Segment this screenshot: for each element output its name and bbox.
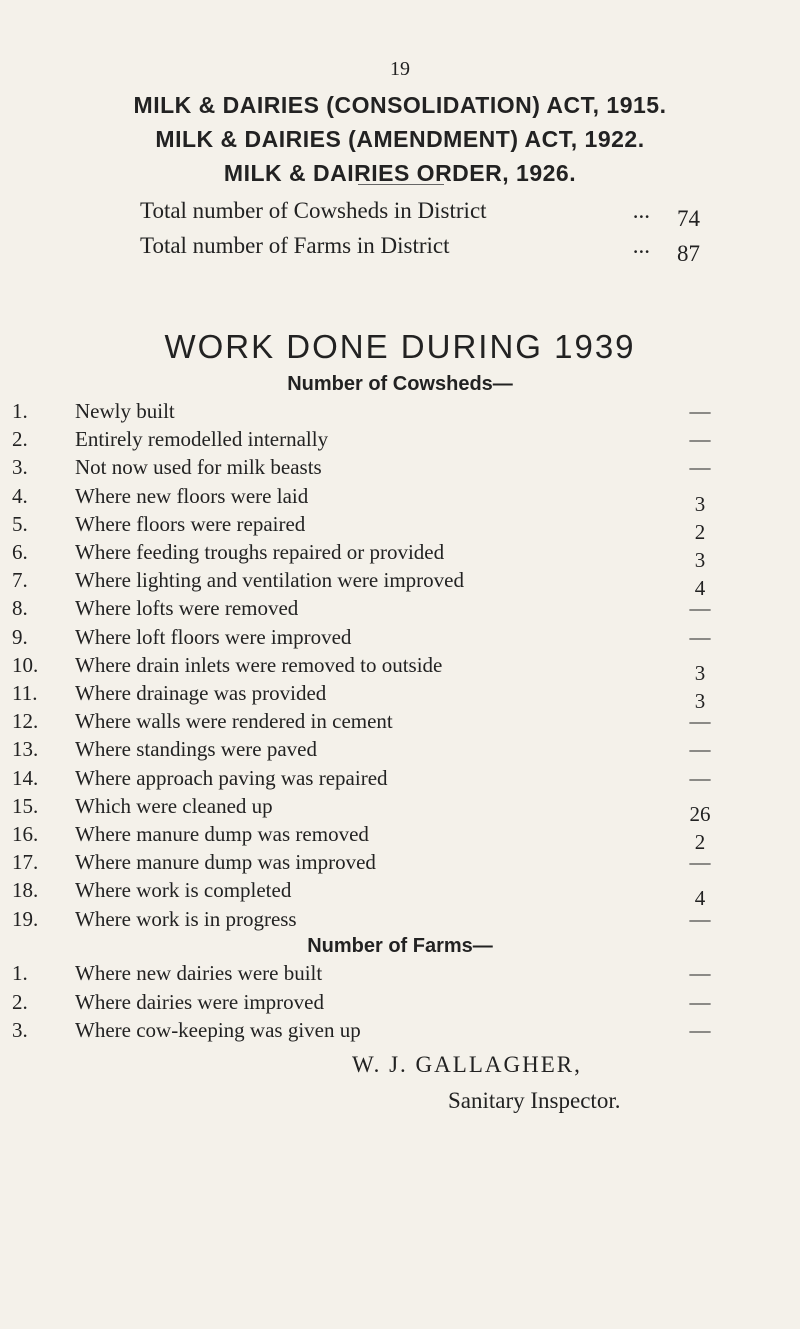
item-number: 14. (12, 765, 39, 790)
list-item (0, 907, 800, 935)
total-cowsheds-label: Total number of Cowsheds in District (140, 198, 487, 223)
total-farms-dots: ... (632, 233, 650, 258)
list-item (0, 850, 800, 878)
list-item (0, 427, 800, 455)
signature-name: W. J. GALLAGHER, (352, 1052, 582, 1077)
item-label: Where feeding troughs repaired or provided (75, 540, 445, 564)
item-value: — (689, 624, 711, 649)
item-value: 3 (694, 660, 706, 685)
item-number: 6. (12, 540, 28, 564)
item-value: 4 (694, 576, 706, 601)
item-label: Where dairies were improved (75, 989, 324, 1014)
item-label: Where cow-keeping was given up (75, 1018, 361, 1042)
item-label: Where new floors were laid (75, 483, 309, 508)
item-number: 2. (12, 427, 28, 452)
item-number: 17. (12, 850, 39, 875)
item-value: — (689, 989, 711, 1014)
item-label: Where drain inlets were removed to outside (75, 652, 443, 677)
list-item (0, 681, 800, 713)
item-label: Where drainage was provided (75, 681, 327, 705)
item-number: 1. (12, 961, 28, 985)
item-value: — (689, 961, 711, 985)
act-title-2: MILK & DAIRIES (AMENDMENT) ACT, 1922. (155, 126, 645, 152)
total-farms-label: Total number of Farms in District (140, 233, 450, 258)
cowsheds-heading: Number of Cowsheds— (287, 373, 513, 395)
item-number: 18. (12, 878, 39, 903)
total-cowsheds (140, 198, 700, 231)
item-label: Where floors were repaired (75, 511, 306, 536)
item-value: 26 (689, 801, 711, 826)
act-title-1: MILK & DAIRIES (CONSOLIDATION) ACT, 1915. (133, 92, 667, 118)
list-item (0, 990, 800, 1018)
item-value: 3 (694, 548, 706, 572)
page-number: 19 (390, 58, 410, 80)
item-label: Entirely remodelled internally (75, 427, 329, 452)
work-done-heading: WORK DONE DURING 1939 (164, 328, 636, 365)
total-farms (140, 233, 700, 266)
list-item (0, 399, 800, 427)
signature-title: Sanitary Inspector. (448, 1088, 621, 1113)
item-value: 2 (694, 519, 706, 544)
list-item (0, 822, 800, 854)
divider-rule (358, 184, 444, 185)
item-number: 5. (12, 511, 28, 536)
list-item (0, 766, 800, 794)
list-item (0, 625, 800, 653)
list-item (0, 1018, 800, 1046)
list-item (0, 709, 800, 737)
total-cowsheds-dots: ... (632, 198, 650, 223)
item-label: Where work is completed (75, 878, 292, 903)
item-value: — (689, 765, 711, 790)
item-label: Where standings were paved (75, 737, 317, 762)
item-label: Newly built (75, 399, 175, 423)
list-item (0, 878, 800, 911)
list-item (0, 596, 800, 624)
item-label: Where walls were rendered in cement (75, 709, 393, 734)
item-value: — (689, 455, 711, 480)
list-item (0, 540, 800, 572)
list-item (0, 511, 800, 544)
item-number: 10. (12, 652, 39, 677)
item-number: 12. (12, 709, 39, 734)
item-number: 4. (12, 483, 28, 508)
item-number: 1. (12, 399, 28, 423)
item-number: 9. (12, 624, 28, 649)
item-number: 7. (12, 568, 28, 593)
act-title-3: MILK & DAIRIES ORDER, 1926. (223, 160, 577, 186)
item-label: Where loft floors were improved (75, 624, 352, 649)
farms-heading: Number of Farms— (307, 935, 493, 957)
list-item (0, 483, 800, 516)
list-item (0, 568, 800, 601)
item-value: 3 (694, 491, 706, 516)
list-item (0, 737, 800, 765)
item-value: 2 (694, 830, 706, 854)
item-number: 2. (12, 989, 28, 1014)
item-value: 3 (694, 689, 706, 713)
total-cowsheds-value: 74 (677, 206, 700, 231)
item-label: Where manure dump was improved (75, 850, 376, 875)
item-value: 4 (694, 886, 706, 911)
item-label: Which were cleaned up (75, 793, 273, 818)
item-value: — (689, 709, 711, 734)
item-label: Where manure dump was removed (75, 822, 369, 846)
total-farms-value: 87 (677, 241, 700, 266)
item-number: 3. (12, 455, 28, 480)
item-value: — (689, 596, 711, 621)
item-value: — (689, 399, 711, 423)
item-value: — (689, 737, 711, 762)
list-item (0, 961, 800, 989)
item-value: — (689, 1018, 711, 1042)
item-number: 13. (12, 737, 39, 762)
item-label: Where approach paving was repaired (75, 765, 388, 790)
item-label: Not now used for milk beasts (75, 455, 322, 480)
item-number: 8. (12, 596, 28, 621)
item-label: Where lighting and ventilation were improved (75, 568, 464, 593)
item-label: Where work is in progress (75, 906, 297, 931)
item-value: — (689, 906, 711, 931)
item-number: 15. (12, 793, 39, 818)
item-number: 11. (12, 681, 38, 705)
item-value: — (689, 850, 711, 875)
list-item (0, 793, 800, 826)
list-item (0, 455, 800, 483)
item-number: 19. (12, 906, 39, 931)
list-item (0, 652, 800, 685)
item-number: 3. (12, 1018, 28, 1042)
item-label: Where new dairies were built (75, 961, 323, 985)
item-value: — (689, 427, 711, 452)
item-number: 16. (12, 822, 39, 846)
item-label: Where lofts were removed (75, 596, 299, 621)
